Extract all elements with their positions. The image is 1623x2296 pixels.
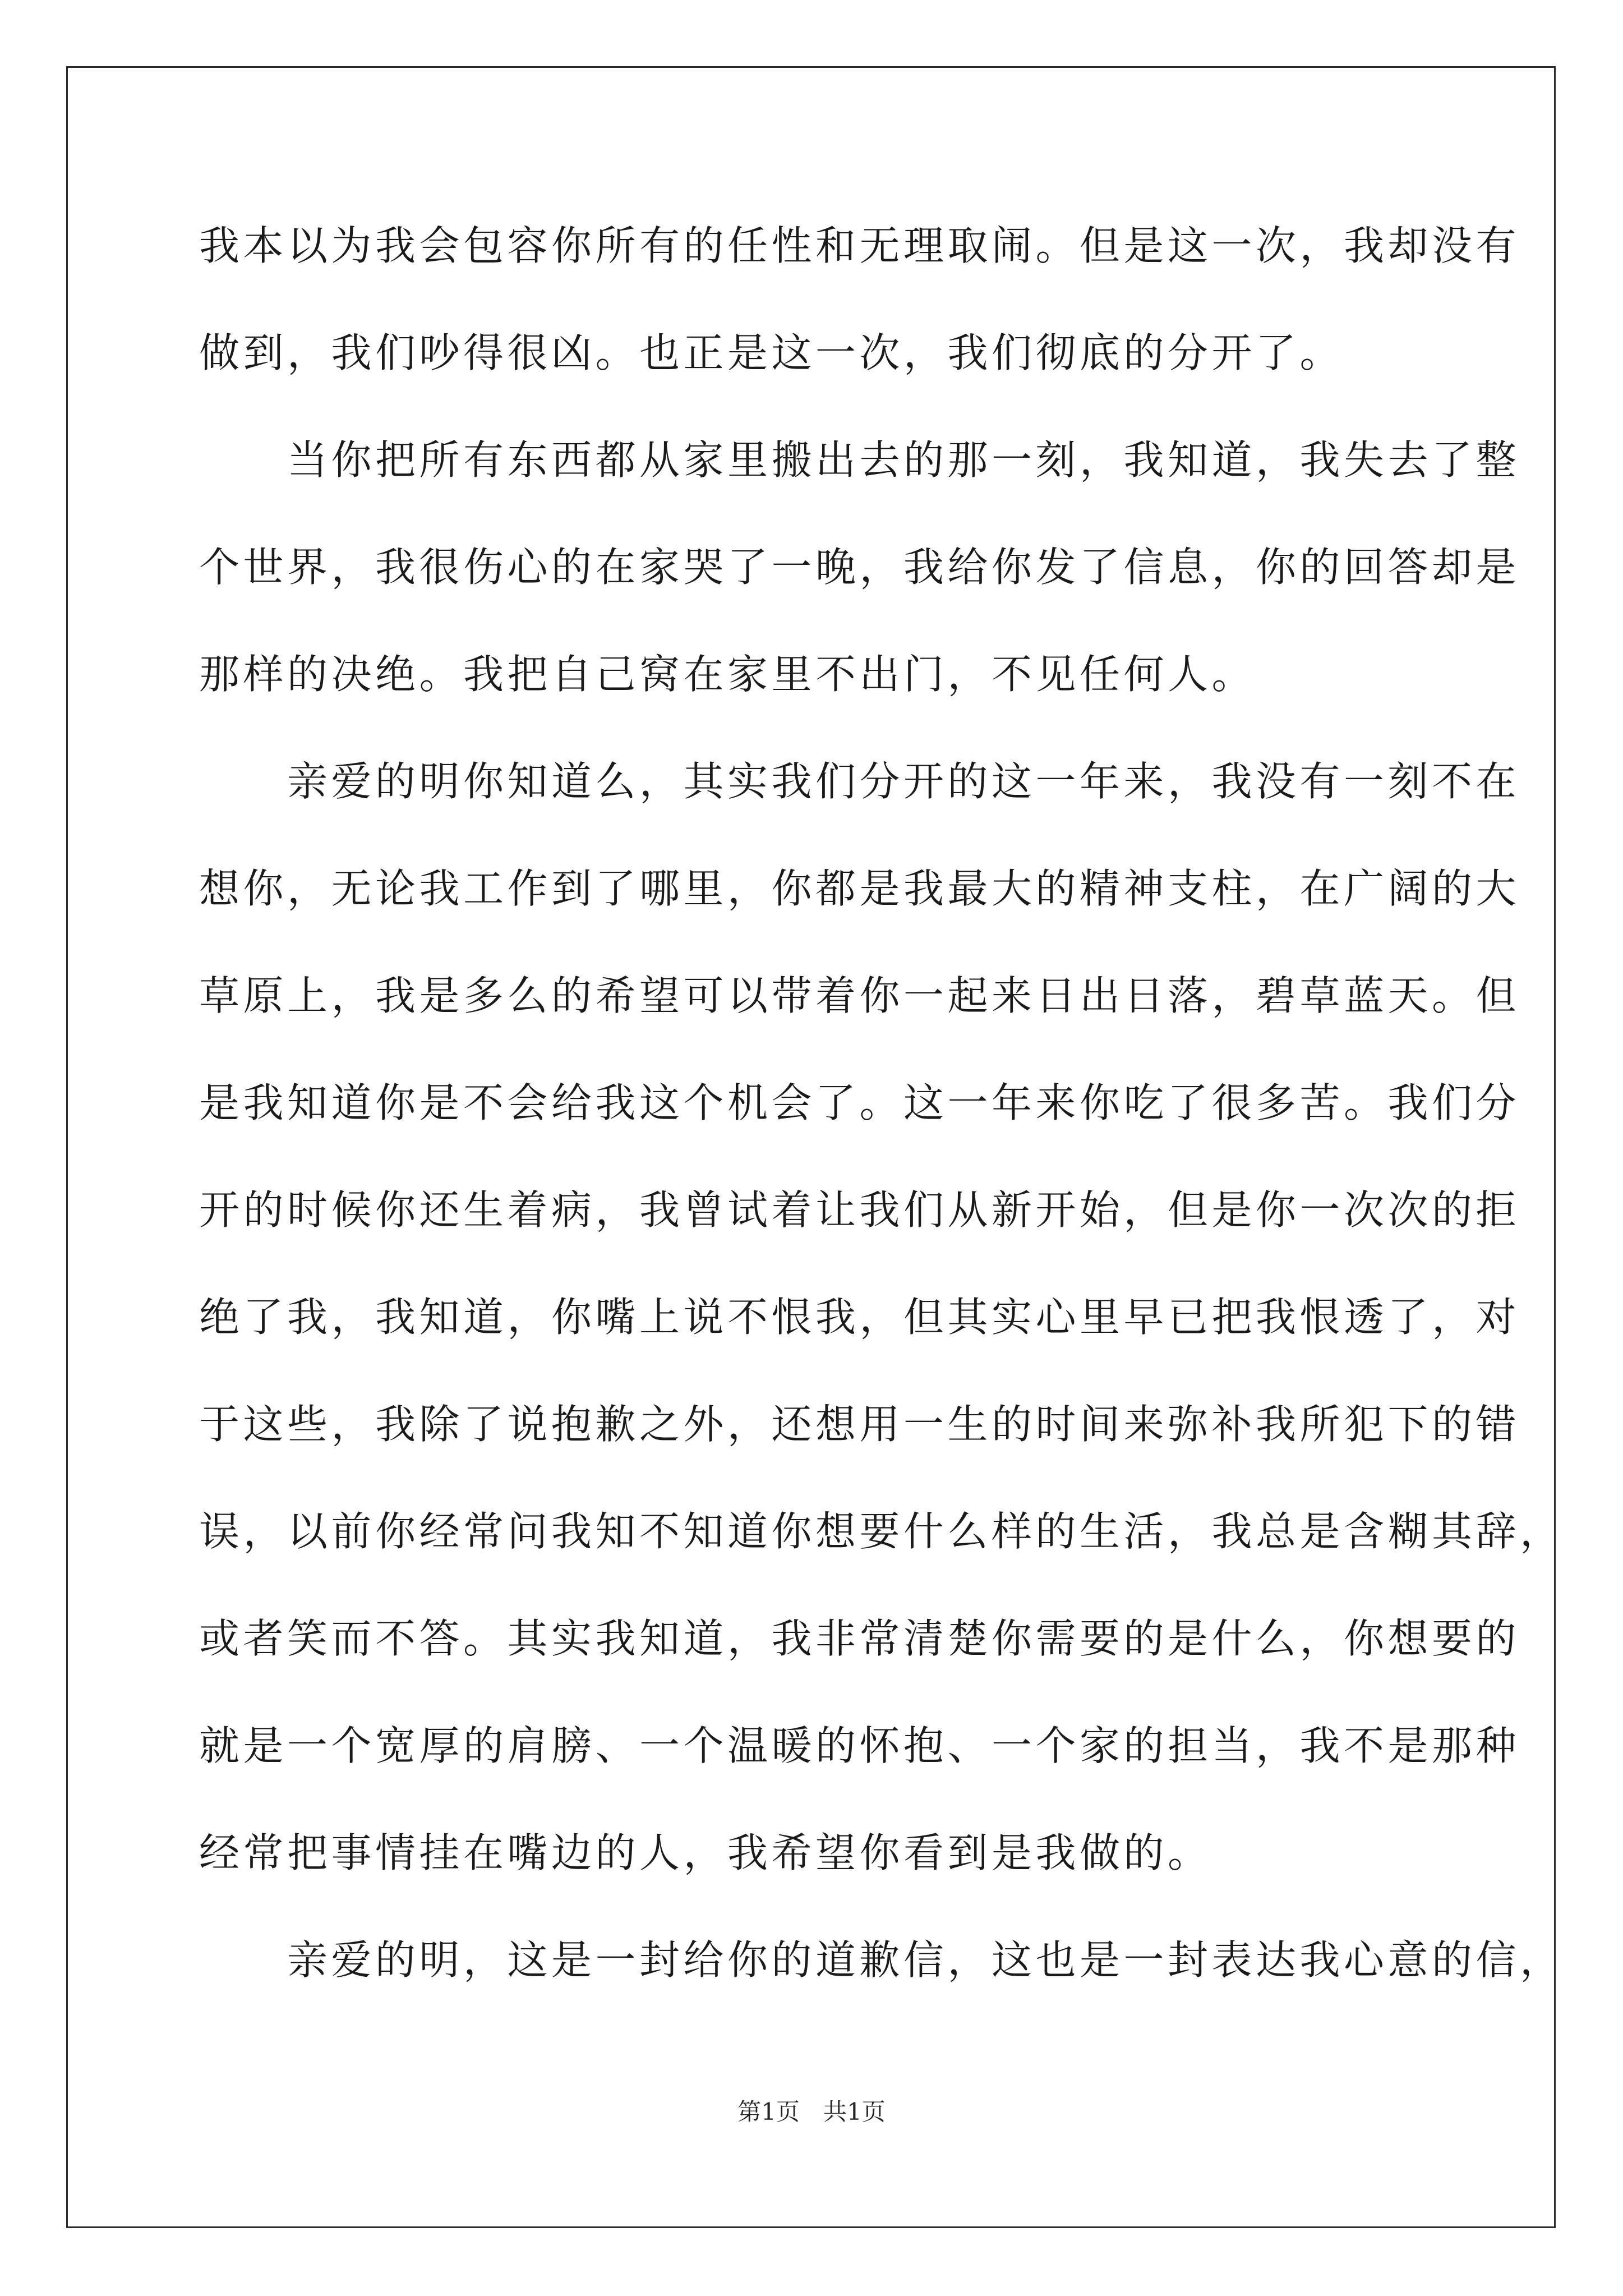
text-line: 开的时候你还生着病，我曾试着让我们从新开始，但是你一次次的拒 xyxy=(199,1186,1520,1234)
text-line: 于这些，我除了说抱歉之外，还想用一生的时间来弥补我所犯下的错 xyxy=(199,1401,1520,1448)
text-line: 经常把事情挂在嘴边的人，我希望你看到是我做的。 xyxy=(199,1829,1212,1876)
text-line: 亲爱的明，这是一封给你的道歉信，这也是一封表达我心意的信， xyxy=(199,1936,1564,1984)
text-line: 想你，无论我工作到了哪里，你都是我最大的精神支柱，在广阔的大 xyxy=(199,865,1520,912)
text-line: 或者笑而不答。其实我知道，我非常清楚你需要的是什么，你想要的 xyxy=(199,1615,1520,1662)
text-line: 当你把所有东西都从家里搬出去的那一刻，我知道，我失去了整 xyxy=(199,436,1520,484)
text-line: 亲爱的明你知道么，其实我们分开的这一年来，我没有一刻不在 xyxy=(199,758,1520,805)
text-line: 个世界，我很伤心的在家哭了一晚，我给你发了信息，你的回答却是 xyxy=(199,544,1520,591)
text-line: 我本以为我会包容你所有的任性和无理取闹。但是这一次，我却没有 xyxy=(199,222,1520,269)
text-line: 就是一个宽厚的肩膀、一个温暖的怀抱、一个家的担当，我不是那种 xyxy=(199,1722,1520,1769)
text-line: 是我知道你是不会给我这个机会了。这一年来你吃了很多苦。我们分 xyxy=(199,1079,1520,1126)
text-line: 草原上，我是多么的希望可以带着你一起来日出日落，碧草蓝天。但 xyxy=(199,972,1520,1019)
page-number: 第1页 共1页 xyxy=(737,2098,886,2125)
text-line: 那样的决绝。我把自己窝在家里不出门，不见任何人。 xyxy=(199,651,1256,698)
text-line: 误，以前你经常问我知不知道你想要什么样的生活，我总是含糊其辞， xyxy=(199,1508,1564,1555)
page-border xyxy=(66,66,1556,2228)
text-line: 做到，我们吵得很凶。也正是这一次，我们彻底的分开了。 xyxy=(199,329,1344,376)
text-line: 绝了我，我知道，你嘴上说不恨我，但其实心里早已把我恨透了，对 xyxy=(199,1294,1520,1341)
